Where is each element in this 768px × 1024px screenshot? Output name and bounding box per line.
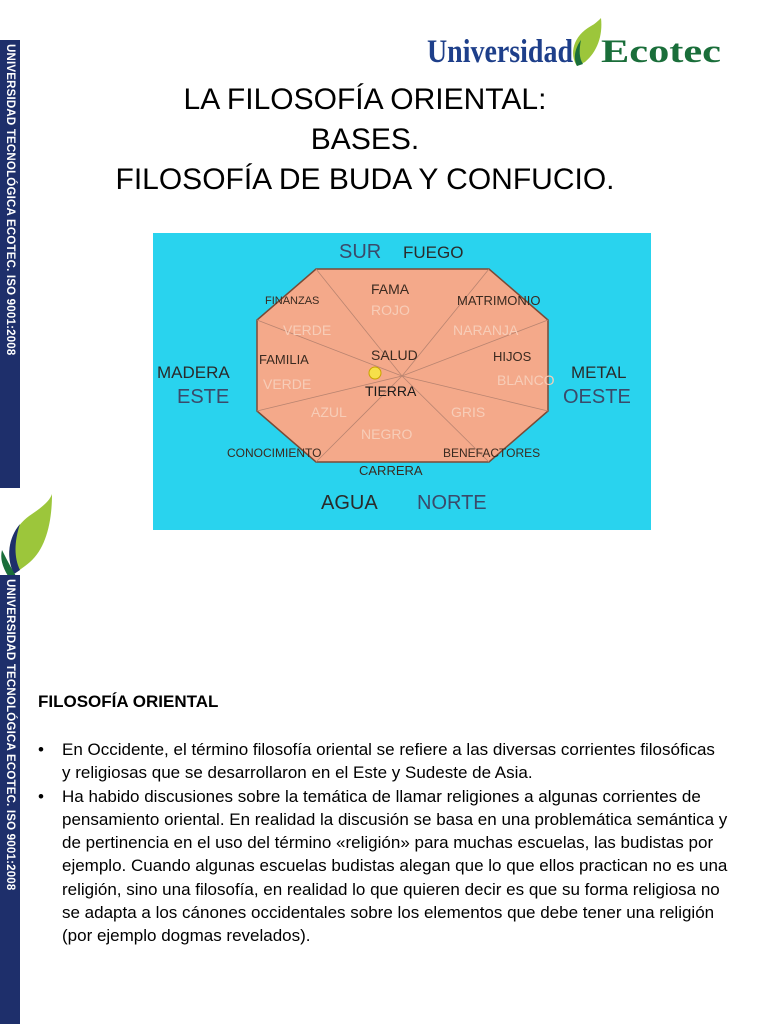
- color-label-negro: NEGRO: [361, 426, 413, 442]
- title-line-3: FILOSOFÍA DE BUDA Y CONFUCIO.: [115, 163, 615, 196]
- bullet-text: En Occidente, el término filosofía oriental se refiere a las diversas corrientes filosóficas y religiosas que se desarrollaron en el Este y Sudeste de Asia.: [62, 740, 715, 783]
- label-tierra: TIERRA: [365, 383, 417, 399]
- sidebar-text-top: UNIVERSIDAD TECNOLÓGICA ECOTEC. ISO 9001:2008: [4, 44, 16, 356]
- section-heading: FILOSOFÍA ORIENTAL: [38, 692, 219, 711]
- title-line-1: LA FILOSOFÍA ORIENTAL:: [183, 83, 547, 116]
- color-label-verde-top: VERDE: [283, 322, 332, 338]
- bullet-marker: •: [38, 786, 44, 806]
- color-label-rojo: ROJO: [371, 302, 410, 318]
- bagua-diagram: [153, 233, 651, 530]
- color-label-blanco: BLANCO: [497, 372, 555, 388]
- label-salud: SALUD: [371, 347, 418, 363]
- leaf-icon: [0, 492, 52, 576]
- label-finanzas: FINANZAS: [265, 295, 320, 307]
- label-norte: NORTE: [417, 492, 487, 514]
- sidebar-band-bottom: [0, 575, 20, 1024]
- svg-text:Ecotec: Ecotec: [601, 34, 721, 70]
- center-dot: [369, 367, 381, 379]
- label-oeste: OESTE: [563, 386, 631, 408]
- label-conocimiento: CONOCIMIENTO: [227, 446, 322, 460]
- sidebar-band-top: [0, 40, 20, 488]
- label-carrera: CARRERA: [359, 463, 423, 478]
- label-fama: FAMA: [371, 281, 410, 297]
- universidad-ecotec-logo: [427, 18, 727, 70]
- label-este: ESTE: [177, 386, 230, 408]
- color-label-azul: AZUL: [311, 404, 347, 420]
- bullet-list: [38, 738, 728, 948]
- color-label-naranja: NARANJA: [453, 322, 519, 338]
- label-madera: MADERA: [157, 363, 230, 382]
- bullet-marker: •: [38, 740, 44, 759]
- list-item: [38, 738, 728, 785]
- label-sur: SUR: [339, 241, 382, 263]
- list-item: [38, 785, 728, 948]
- color-label-verde-left: VERDE: [263, 376, 312, 392]
- page-title: [40, 80, 690, 200]
- color-label-gris: GRIS: [451, 404, 486, 420]
- label-benefactores: BENEFACTORES: [443, 446, 541, 460]
- sidebar-text-bottom: UNIVERSIDAD TECNOLÓGICA ECOTEC. ISO 9001:2008: [4, 579, 16, 891]
- label-familia: FAMILIA: [259, 352, 309, 367]
- svg-text:Universidad: Universidad: [427, 34, 573, 70]
- label-agua: AGUA: [321, 492, 378, 514]
- label-fuego: FUEGO: [403, 243, 464, 262]
- label-matrimonio: MATRIMONIO: [457, 293, 541, 308]
- label-metal: METAL: [571, 363, 627, 382]
- bullet-text: Ha habido discusiones sobre la temática de llamar religiones a algunas corrientes de pensamiento oriental. En realidad la discusión se basa en una problemática semántica y de pertinencia en el uso del término «religión» para muchas escuelas, las budistas por ejemplo. Cuando algunas escuelas budistas alegan que lo que ellos practican no es una religión, sino una filosofía, en realidad lo que quieren decir es que su forma religiosa no se adapta a los cánones occidentales sobre los elementos que debe tener una religión (por ejemplo dogmas revelados).: [62, 786, 728, 946]
- label-hijos: HIJOS: [493, 349, 532, 364]
- title-line-2: BASES.: [310, 123, 420, 156]
